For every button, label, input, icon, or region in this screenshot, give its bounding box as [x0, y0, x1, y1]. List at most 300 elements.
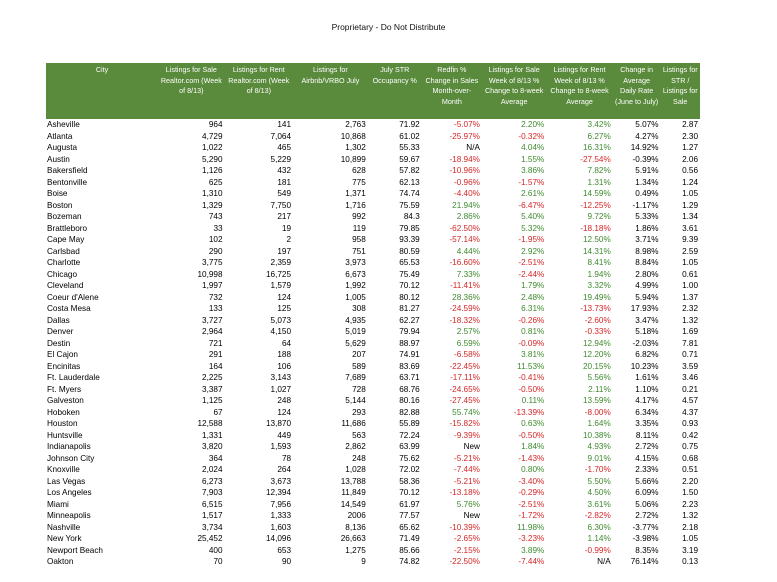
cell-adr: 5.07% [635, 120, 659, 129]
cell-sale-chg: -1.72% [518, 511, 545, 520]
cell-rent-chg: -12.25% [580, 200, 611, 210]
cell-sale: 70 [213, 557, 223, 566]
cell-sale: 625 [208, 177, 223, 187]
cell-redfin: -62.50% [449, 223, 480, 233]
cell-occ: 93.39 [399, 235, 420, 244]
cell-sale: 364 [208, 453, 223, 463]
column-header-redfin-sales-change: Redfin % Change in Sales Month-over-Month [422, 63, 482, 119]
cell-ratio: 3.61 [682, 223, 698, 233]
cell-occ: 72.02 [399, 465, 420, 474]
cell-adr: 1.10% [635, 384, 659, 394]
cell-sale: 1,517 [202, 511, 223, 520]
column-header-str-occupancy: July STR Occupancy % [368, 63, 422, 119]
cell-city: Boston [47, 200, 73, 210]
table-row [46, 257, 700, 269]
cell-redfin: -2.15% [454, 545, 480, 555]
cell-adr: 4.17% [635, 396, 659, 405]
cell-rent: 432 [277, 166, 292, 175]
cell-sale-chg: -1.95% [518, 235, 545, 244]
table-row [46, 303, 700, 315]
cell-airbnb: 5,019 [345, 327, 366, 336]
table-row [46, 223, 700, 235]
cell-sale-chg: -0.32% [518, 131, 545, 141]
cell-rent: 141 [277, 120, 292, 129]
cell-sale: 3,820 [202, 442, 223, 451]
cell-redfin: New [463, 511, 480, 520]
cell-rent-chg: 8.41% [587, 258, 611, 267]
cell-redfin: -18.32% [449, 315, 480, 325]
cell-city: Augusta [47, 143, 78, 152]
cell-occ: 62.27 [399, 315, 420, 325]
cell-sale-chg: -2.51% [518, 258, 545, 267]
cell-sale-chg: 1.55% [521, 154, 545, 164]
cell-airbnb: 13,788 [340, 476, 366, 486]
cell-rent-chg: 3.61% [587, 499, 611, 509]
cell-ratio: 0.21 [682, 384, 698, 394]
cell-rent: 64 [281, 338, 292, 348]
cell-adr: 5.18% [635, 327, 659, 336]
cell-ratio: 9.39 [682, 235, 698, 244]
cell-rent-chg: -8.00% [584, 407, 611, 417]
cell-adr: 8.35% [635, 545, 659, 555]
cell-airbnb: 1,992 [345, 281, 366, 290]
cell-city: Destin [47, 338, 71, 348]
cell-sale: 3,734 [202, 522, 223, 532]
cell-rent-chg: -2.82% [584, 511, 611, 520]
cell-airbnb: 26,663 [340, 534, 366, 543]
table-row [46, 200, 700, 212]
cell-adr: -3.98% [632, 534, 659, 543]
cell-airbnb: 14,549 [340, 499, 366, 509]
cell-ratio: 1.37 [682, 292, 698, 302]
cell-redfin: N/A [466, 143, 480, 152]
cell-sale: 33 [213, 223, 223, 233]
cell-sale: 400 [208, 545, 223, 555]
cell-rent: 1,593 [270, 442, 292, 451]
cell-rent: 217 [277, 212, 292, 221]
cell-ratio: 1.27 [682, 143, 698, 152]
cell-rent: 12,394 [266, 488, 292, 497]
cell-occ: 74.91 [399, 350, 420, 359]
cell-sale-chg: -1.43% [518, 453, 545, 463]
table-row [46, 510, 700, 522]
cell-adr: -1.17% [632, 200, 659, 210]
cell-airbnb: 2,763 [345, 120, 366, 129]
cell-adr: 8.98% [635, 246, 659, 256]
cell-city: Dallas [47, 315, 70, 325]
cell-airbnb: 958 [352, 235, 366, 244]
cell-occ: 57.82 [399, 166, 420, 175]
cell-airbnb: 751 [352, 246, 366, 256]
cell-redfin: -13.18% [449, 488, 480, 497]
cell-ratio: 1.69 [682, 327, 698, 336]
cell-ratio: 3.46 [682, 373, 698, 382]
cell-adr: 3.35% [635, 419, 659, 428]
cell-occ: 84.3 [403, 212, 420, 221]
cell-city: Bentonville [47, 177, 88, 187]
cell-adr: 0.49% [635, 189, 659, 198]
cell-sale: 25,452 [197, 534, 223, 543]
cell-ratio: 3.19 [682, 545, 698, 555]
cell-rent-chg: 1.64% [587, 419, 611, 428]
cell-ratio: 0.13 [682, 557, 698, 566]
cell-occ: 72.24 [399, 430, 420, 440]
cell-ratio: 1.32 [682, 511, 698, 520]
cell-city: Houston [47, 419, 78, 428]
cell-sale: 1,310 [202, 189, 223, 198]
cell-redfin: 4.44% [456, 246, 480, 256]
table-row [46, 533, 700, 545]
cell-adr: 76.14% [630, 557, 659, 566]
cell-adr: 2.72% [635, 442, 659, 451]
table-row [46, 142, 700, 154]
cell-city: Boise [47, 189, 68, 198]
cell-airbnb: 9 [361, 557, 366, 566]
cell-rent: 5,229 [270, 154, 292, 164]
cell-rent-chg: 12.94% [582, 338, 611, 348]
cell-city: New York [47, 534, 82, 543]
cell-redfin: -17.11% [450, 373, 480, 382]
cell-ratio: 1.05 [682, 189, 698, 198]
cell-city: Austin [47, 154, 70, 164]
cell-sale-chg: -0.41% [518, 373, 545, 382]
cell-adr: 1.86% [635, 223, 659, 233]
cell-city: Oakton [47, 557, 74, 566]
cell-rent-chg: -0.99% [584, 545, 611, 555]
cell-city: Costa Mesa [47, 304, 91, 313]
cell-ratio: 3.59 [682, 361, 698, 371]
cell-rent: 14,096 [266, 534, 292, 543]
cell-redfin: -2.65% [454, 534, 480, 543]
cell-occ: 58.36 [399, 476, 420, 486]
cell-airbnb: 992 [352, 212, 366, 221]
cell-rent-chg: -0.33% [584, 327, 611, 336]
cell-sale-chg: -6.47% [518, 200, 545, 210]
cell-city: Newport Beach [47, 545, 103, 555]
cell-occ: 83.69 [399, 361, 420, 371]
column-header-rent-listings-change: Listings for Rent Week of 8/13 % Change to 8-week Average [546, 63, 612, 119]
cell-ratio: 0.93 [682, 419, 698, 428]
cell-ratio: 2.32 [682, 304, 698, 313]
cell-rent-chg: 5.56% [587, 373, 611, 382]
cell-rent-chg: 16.31% [582, 143, 611, 152]
table-row [46, 464, 700, 476]
cell-ratio: 4.57 [682, 396, 698, 405]
cell-adr: 5.06% [635, 499, 659, 509]
cell-rent: 7,064 [270, 131, 292, 141]
cell-redfin: 21.94% [452, 200, 480, 210]
cell-sale-chg: 0.81% [521, 327, 545, 336]
cell-sale: 3,727 [202, 315, 223, 325]
cell-city: Los Angeles [47, 488, 92, 497]
cell-adr: -2.03% [632, 338, 659, 348]
cell-airbnb: 628 [352, 166, 366, 175]
cell-ratio: 0.75 [682, 442, 698, 451]
cell-ratio: 1.05 [682, 534, 698, 543]
cell-sale-chg: 3.89% [521, 545, 545, 555]
cell-city: Charlotte [47, 258, 81, 267]
cell-city: Atlanta [47, 131, 73, 141]
cell-sale: 2,225 [202, 373, 223, 382]
table-header [46, 63, 700, 119]
cell-sale: 291 [208, 350, 223, 359]
cell-rent: 1,027 [270, 384, 292, 394]
cell-rent-chg: 4.50% [587, 488, 611, 497]
cell-redfin: -15.82% [449, 419, 480, 428]
cell-occ: 74.74 [399, 189, 420, 198]
table-row [46, 177, 700, 189]
cell-ratio: 1.05 [682, 258, 698, 267]
column-header-str-to-sale-ratio: Listings for STR / Listings for Sale [661, 63, 701, 119]
cell-airbnb: 207 [352, 350, 366, 359]
cell-city: Carlsbad [47, 246, 80, 256]
confidentiality-banner: Proprietary - Do Not Distribute [331, 22, 446, 32]
cell-rent-chg: 5.50% [587, 476, 611, 486]
cell-occ: 63.99 [399, 442, 420, 451]
cell-redfin: -5.21% [454, 476, 480, 486]
cell-redfin: -22.50% [449, 557, 480, 566]
cell-city: Denver [47, 327, 74, 336]
cell-airbnb: 6,673 [345, 269, 366, 279]
cell-occ: 82.88 [399, 407, 420, 417]
cell-occ: 55.89 [399, 419, 420, 428]
cell-occ: 80.59 [399, 246, 420, 256]
cell-rent-chg: 20.15% [582, 361, 611, 371]
cell-adr: -0.39% [632, 154, 659, 164]
cell-rent: 549 [277, 189, 292, 198]
cell-rent: 1,333 [270, 511, 292, 520]
table-row [46, 556, 700, 568]
cell-rent-chg: 4.93% [587, 442, 611, 451]
cell-redfin: 5.76% [456, 499, 480, 509]
cell-sale: 133 [208, 304, 223, 313]
cell-sale-chg: 0.63% [521, 419, 545, 428]
cell-rent-chg: -27.54% [580, 154, 611, 164]
cell-sale: 67 [213, 407, 223, 417]
cell-airbnb: 5,629 [345, 338, 366, 348]
cell-rent: 19 [281, 223, 292, 233]
table-row [46, 407, 700, 419]
cell-city: Minneapolis [47, 511, 91, 520]
cell-occ: 74.82 [399, 557, 420, 566]
cell-occ: 79.85 [399, 223, 420, 233]
cell-city: Cleveland [47, 281, 84, 290]
cell-sale-chg: 6.31% [521, 304, 545, 313]
cell-redfin: 55.74% [452, 407, 480, 417]
table-row [46, 188, 700, 200]
cell-sale: 1,329 [202, 200, 223, 210]
table-row [46, 326, 700, 338]
cell-occ: 71.49 [399, 534, 420, 543]
cell-city: Brattleboro [47, 223, 88, 233]
cell-redfin: -10.96% [449, 166, 480, 175]
cell-rent-chg: 14.59% [582, 189, 611, 198]
cell-ratio: 4.37 [682, 407, 698, 417]
column-header-listings-for-sale: Listings for Sale Realtor.com (Week of 8/13) [158, 63, 224, 119]
cell-redfin: -24.59% [449, 304, 480, 313]
cell-ratio: 2.59 [682, 246, 698, 256]
cell-rent-chg: N/A [597, 557, 611, 566]
cell-rent-chg: -1.70% [584, 465, 611, 474]
cell-sale-chg: -1.57% [518, 177, 545, 187]
table-row [46, 131, 700, 143]
table-row [46, 441, 700, 453]
column-header-listings-for-rent: Listings for Rent Realtor.com (Week of 8/13) [225, 63, 294, 119]
cell-rent: 90 [281, 557, 292, 566]
cell-rent: 264 [277, 465, 292, 474]
cell-airbnb: 11,849 [341, 488, 366, 497]
cell-sale-chg: 3.86% [521, 166, 545, 175]
cell-sale: 6,515 [202, 499, 223, 509]
cell-sale-chg: -0.50% [518, 430, 545, 440]
cell-sale-chg: 11.53% [517, 361, 545, 371]
cell-rent: 7,956 [270, 499, 292, 509]
cell-airbnb: 10,868 [340, 131, 366, 141]
cell-occ: 61.97 [399, 499, 420, 509]
cell-sale-chg: 2.92% [521, 246, 545, 256]
table-row [46, 154, 700, 166]
cell-airbnb: 589 [352, 361, 366, 371]
cell-redfin: New [463, 442, 480, 451]
cell-redfin: 28.36% [452, 292, 480, 302]
cell-rent: 4,150 [270, 327, 292, 336]
cell-ratio: 1.34 [682, 212, 698, 221]
cell-ratio: 0.61 [682, 269, 698, 279]
table-row [46, 372, 700, 384]
cell-adr: -3.77% [632, 522, 659, 532]
cell-adr: 10.23% [630, 361, 659, 371]
cell-airbnb: 563 [352, 430, 366, 440]
cell-ratio: 7.81 [682, 338, 698, 348]
cell-sale: 1,125 [202, 396, 223, 405]
cell-adr: 1.34% [635, 177, 659, 187]
cell-adr: 2.33% [635, 465, 659, 474]
cell-city: Hoboken [47, 407, 80, 417]
cell-rent: 3,143 [270, 373, 292, 382]
cell-adr: 5.94% [635, 292, 659, 302]
table-row [46, 280, 700, 292]
cell-city: Galveston [47, 396, 84, 405]
cell-ratio: 0.51 [682, 465, 698, 474]
cell-adr: 4.99% [635, 281, 659, 290]
cell-rent: 124 [277, 292, 292, 302]
cell-rent-chg: 12.20% [582, 350, 611, 359]
cell-airbnb: 293 [352, 407, 366, 417]
cell-sale-chg: 5.40% [521, 212, 545, 221]
cell-sale: 1,022 [202, 143, 223, 152]
cell-rent-chg: -13.73% [580, 304, 611, 313]
cell-adr: 3.71% [635, 235, 659, 244]
table-row [46, 211, 700, 223]
cell-sale: 1,126 [202, 166, 223, 175]
table-row [46, 349, 700, 361]
cell-city: Bakersfield [47, 166, 88, 175]
cell-adr: 6.09% [635, 488, 659, 497]
cell-rent: 3,673 [270, 476, 292, 486]
cell-city: El Cajon [47, 350, 78, 359]
table-row [46, 269, 700, 281]
cell-ratio: 2.30 [682, 131, 698, 141]
cell-city: Encinitas [47, 361, 81, 371]
cell-sale: 10,998 [197, 269, 223, 279]
cell-sale-chg: 1.84% [521, 442, 545, 451]
cell-sale-chg: -0.50% [518, 384, 545, 394]
cell-rent-chg: 6.30% [587, 522, 611, 532]
cell-occ: 71.92 [399, 120, 420, 129]
cell-redfin: 2.57% [456, 327, 480, 336]
cell-adr: 2.80% [635, 269, 659, 279]
cell-ratio: 1.00 [682, 281, 698, 290]
cell-sale: 721 [208, 338, 223, 348]
cell-sale-chg: 2.48% [521, 292, 545, 302]
cell-rent: 5,073 [270, 315, 292, 325]
cell-rent-chg: 19.49% [582, 292, 611, 302]
cell-adr: 2.72% [635, 511, 659, 520]
city-stats-table [46, 63, 700, 568]
cell-airbnb: 8,136 [345, 522, 366, 532]
cell-redfin: -24.65% [449, 384, 480, 394]
cell-adr: 14.92% [630, 143, 659, 152]
cell-adr: 6.82% [635, 350, 659, 359]
column-header-airbnb-listings: Listings for Airbnb/VRBO July [293, 63, 368, 119]
cell-adr: 4.27% [635, 131, 659, 141]
cell-sale: 164 [208, 361, 223, 371]
cell-redfin: -0.96% [454, 177, 480, 187]
cell-sale: 6,273 [202, 476, 223, 486]
cell-sale-chg: -3.40% [518, 476, 545, 486]
cell-city: Ft. Lauderdale [47, 373, 100, 382]
table-row [46, 292, 700, 304]
cell-rent: 653 [277, 545, 292, 555]
cell-rent-chg: 3.42% [587, 120, 611, 129]
cell-occ: 63.71 [399, 373, 420, 382]
cell-adr: 6.34% [635, 407, 659, 417]
cell-sale-chg: 11.98% [517, 522, 545, 532]
cell-rent-chg: 9.01% [587, 453, 611, 463]
cell-city: Coeur d'Alene [47, 292, 99, 302]
cell-redfin: -5.21% [454, 453, 480, 463]
cell-sale-chg: -2.51% [518, 499, 545, 509]
cell-redfin: -22.45% [449, 361, 480, 371]
cell-sale-chg: 0.80% [521, 465, 545, 474]
cell-city: Knoxville [47, 465, 80, 474]
cell-occ: 85.66 [399, 545, 420, 555]
cell-airbnb: 728 [352, 384, 366, 394]
cell-occ: 81.27 [399, 304, 420, 313]
cell-city: Cape May [47, 235, 85, 244]
cell-city: Las Vegas [47, 476, 86, 486]
cell-occ: 65.53 [399, 258, 420, 267]
cell-city: Miami [47, 499, 69, 509]
cell-city: Chicago [47, 269, 78, 279]
cell-sale-chg: -2.44% [518, 269, 545, 279]
cell-ratio: 0.71 [682, 350, 698, 359]
cell-rent-chg: 3.32% [587, 281, 611, 290]
cell-rent-chg: 14.31% [582, 246, 611, 256]
cell-adr: 17.93% [630, 304, 659, 313]
cell-airbnb: 308 [352, 304, 366, 313]
cell-rent: 248 [277, 396, 292, 405]
cell-occ: 75.49 [399, 269, 420, 279]
table-body [46, 119, 700, 568]
cell-ratio: 1.32 [682, 315, 698, 325]
cell-occ: 70.12 [399, 488, 420, 497]
table-row [46, 338, 700, 350]
cell-airbnb: 1,302 [345, 143, 366, 152]
cell-rent: 181 [277, 177, 292, 187]
cell-sale-chg: -0.09% [518, 338, 545, 348]
cell-sale: 7,903 [202, 488, 223, 497]
